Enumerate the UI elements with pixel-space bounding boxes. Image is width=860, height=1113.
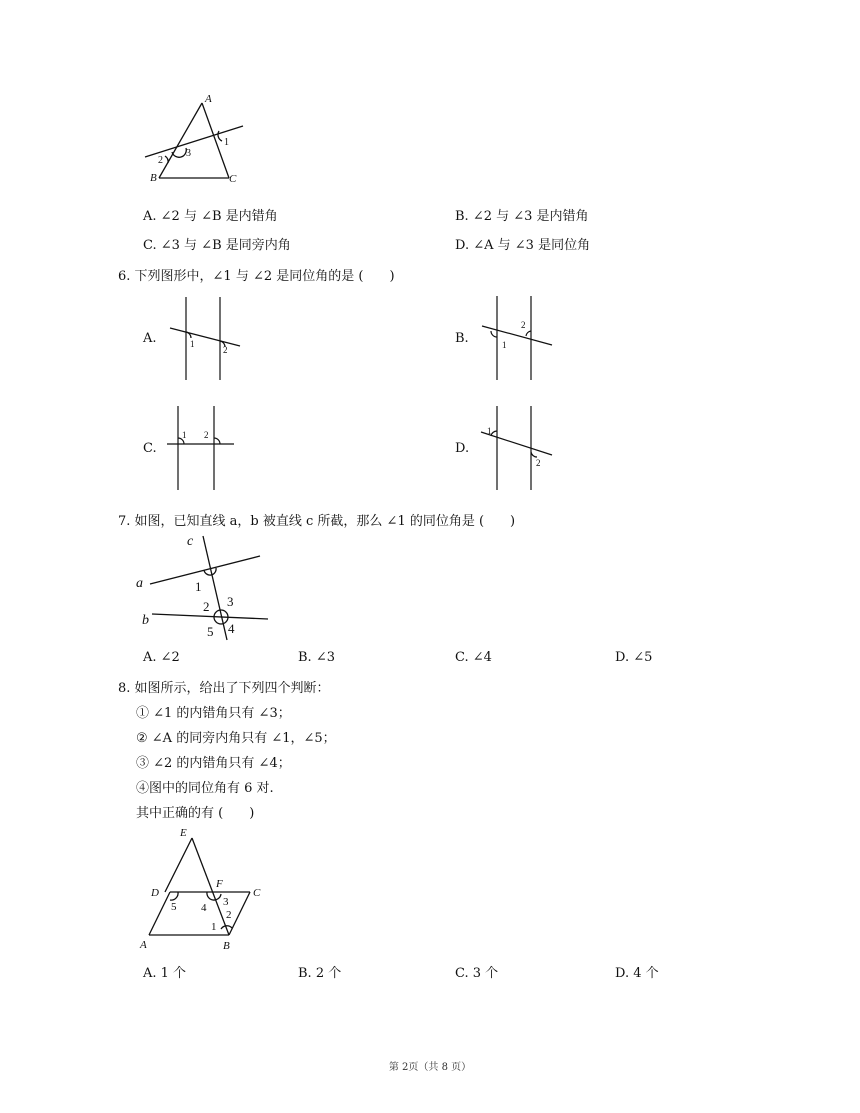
q8-segment-ed bbox=[165, 838, 192, 892]
q5-option-a[interactable]: A. ∠2 与 ∠B 是内错角 bbox=[143, 209, 278, 224]
q7-label-c: c bbox=[187, 534, 194, 549]
q8-option-d[interactable]: D. 4 个 bbox=[615, 966, 659, 981]
q5-label-3: 3 bbox=[186, 148, 191, 159]
q8-statement-1: ① ∠1 的内错角只有 ∠3； bbox=[136, 706, 291, 721]
q5-label-b: B bbox=[150, 172, 157, 184]
q8-label-e: E bbox=[180, 827, 187, 839]
q7-label-b: b bbox=[142, 613, 149, 628]
q8-label-c: C bbox=[253, 887, 261, 899]
q7-label-3: 3 bbox=[227, 594, 234, 609]
q8-label-2: 2 bbox=[226, 909, 232, 921]
q7-figure bbox=[130, 530, 275, 645]
q7-option-c[interactable]: C. ∠4 bbox=[455, 650, 492, 665]
q7-label-5: 5 bbox=[207, 624, 214, 639]
q6-figure-d bbox=[475, 402, 560, 494]
q5-label-2: 2 bbox=[158, 155, 163, 166]
q8-label-d: D bbox=[151, 887, 159, 899]
q7-label-2: 2 bbox=[203, 599, 210, 614]
q5-triangle-figure bbox=[130, 88, 260, 188]
q5-option-d[interactable]: D. ∠A 与 ∠3 是同位角 bbox=[455, 238, 591, 253]
q8-option-c[interactable]: C. 3 个 bbox=[455, 966, 499, 981]
q8-label-4: 4 bbox=[201, 902, 207, 914]
q6-figure-b bbox=[475, 292, 560, 384]
q6-figure-c bbox=[162, 402, 240, 494]
q8-figure bbox=[135, 822, 270, 954]
q6b-label-1: 1 bbox=[502, 340, 507, 350]
q7-label-4: 4 bbox=[228, 621, 235, 636]
q8-option-a[interactable]: A. 1 个 bbox=[143, 966, 187, 981]
q6-stem: 6. 下列图形中，∠1 与 ∠2 是同位角的是 ( ) bbox=[118, 269, 395, 284]
q7-option-d[interactable]: D. ∠5 bbox=[615, 650, 653, 665]
q6a-label-1: 1 bbox=[190, 339, 195, 349]
q8-label-3: 3 bbox=[223, 896, 229, 908]
q8-statement-2: ② ∠A 的同旁内角只有 ∠1，∠5； bbox=[136, 731, 336, 746]
q7-option-a[interactable]: A. ∠2 bbox=[143, 650, 180, 665]
q5-option-b[interactable]: B. ∠2 与 ∠3 是内错角 bbox=[455, 209, 589, 224]
q6b-label-2: 2 bbox=[521, 320, 526, 330]
q8-statement-3: ③ ∠2 的内错角只有 ∠4； bbox=[136, 756, 291, 771]
q7-line-b bbox=[152, 614, 268, 619]
page-footer: 第 2页（共 8 页） bbox=[388, 1062, 472, 1073]
q6a-label-2: 2 bbox=[223, 345, 228, 355]
q8-segment-bc bbox=[229, 892, 250, 935]
q8-statement-4: ④图中的同位角有 6 对. bbox=[136, 781, 274, 796]
q6-figure-a bbox=[160, 292, 250, 384]
q6-option-d[interactable]: D. bbox=[455, 441, 470, 456]
q8-label-b: B bbox=[223, 940, 230, 952]
q7-line-a bbox=[150, 556, 260, 584]
q5-label-c: C bbox=[229, 173, 237, 185]
q8-label-f: F bbox=[216, 878, 223, 890]
q6d-label-1: 1 bbox=[487, 426, 492, 436]
q6-option-a[interactable]: A. bbox=[143, 331, 157, 346]
q5-label-a: A bbox=[205, 93, 212, 105]
q7-label-a: a bbox=[136, 576, 143, 591]
q6d-label-2: 2 bbox=[536, 458, 541, 468]
q6c-label-1: 1 bbox=[182, 430, 187, 440]
q8-label-a: A bbox=[140, 939, 147, 951]
q6-option-c[interactable]: C. bbox=[143, 441, 157, 456]
q8-prompt: 其中正确的有 ( ) bbox=[136, 806, 255, 821]
q8-label-1: 1 bbox=[211, 921, 217, 933]
q6c-label-2: 2 bbox=[204, 430, 209, 440]
q5-option-c[interactable]: C. ∠3 与 ∠B 是同旁内角 bbox=[143, 238, 291, 253]
q6-option-b[interactable]: B. bbox=[455, 331, 469, 346]
q7-option-b[interactable]: B. ∠3 bbox=[298, 650, 335, 665]
q8-option-b[interactable]: B. 2 个 bbox=[298, 966, 342, 981]
q7-stem: 7. 如图，已知直线 a，b 被直线 c 所截，那么 ∠1 的同位角是 ( ) bbox=[118, 514, 516, 529]
q8-stem: 8. 如图所示，给出了下列四个判断： bbox=[118, 681, 330, 696]
q5-angle2-arc bbox=[165, 156, 168, 163]
q5-label-1: 1 bbox=[224, 137, 229, 148]
q7-label-1: 1 bbox=[195, 579, 202, 594]
q8-label-5: 5 bbox=[171, 901, 177, 913]
